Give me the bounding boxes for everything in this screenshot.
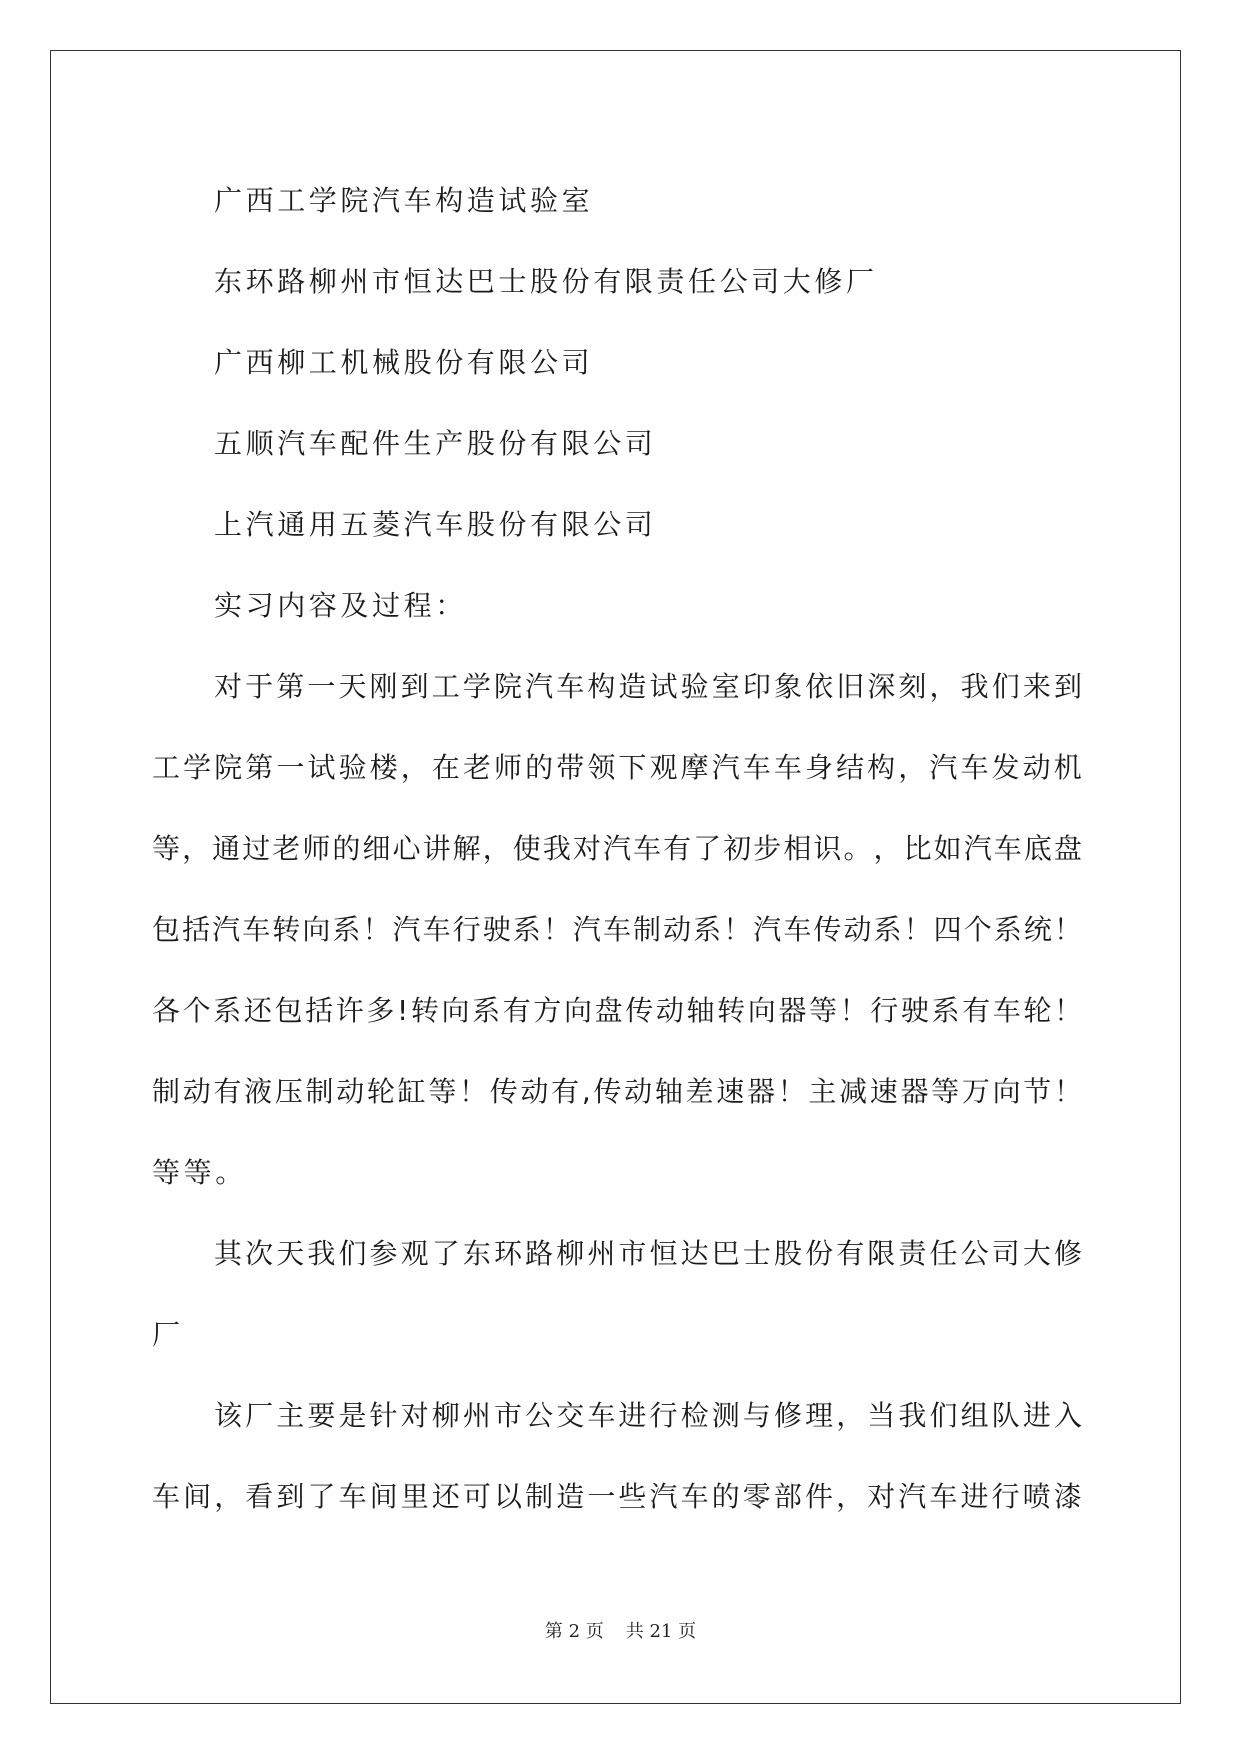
text-line: 该 厂 主 要 是 针 对 柳 州 市 公 交 车 进 行 检 测 与 修 理 ， 当 我 们 组 队 进 入 [214,1399,1082,1432]
text-line: 等等。 [152,1156,247,1189]
document-body [152,160,1082,1537]
text-line: 等 ， 通 过 老 师 的 细 心 讲 解 ， 使 我 对 汽 车 有 了 初 步 相 识 。 ， 比 如 汽 车 底 盘 [152,832,1082,865]
text-line: 制 动 有 液 压 制 动 轮 缸 等 ！ 传 动 有 , 传 动 轴 差 速 器 ！ 主 减 速 器 等 万 向 节 ！ [152,1075,1082,1108]
text-line: 各 个 系 还 包 括 许 多 ! 转 向 系 有 方 向 盘 传 动 轴 转 向 器 等 ！ 行 驶 系 有 车 轮 ！ [152,994,1082,1027]
text-line: 五顺汽车配件生产股份有限公司 [214,427,657,460]
text-line: 对 于 第 一 天 刚 到 工 学 院 汽 车 构 造 试 验 室 印 象 依 旧 深 刻 ， 我 们 来 到 [214,670,1082,703]
text-line: 包 括 汽 车 转 向 系 ！ 汽 车 行 驶 系 ！ 汽 车 制 动 系 ！ 汽 车 传 动 系 ！ 四 个 系 统 ！ [152,913,1082,946]
text-line: 厂 [152,1318,184,1351]
text-line: 车 间 ， 看 到 了 车 间 里 还 可 以 制 造 一 些 汽 车 的 零 部 件 ， 对 汽 车 进 行 喷 漆 [152,1480,1082,1513]
text-line: 广西柳工机械股份有限公司 [214,346,594,379]
total-pages-label: 共 21 页 [625,1621,697,1642]
current-page-label: 第 2 页 [544,1621,604,1642]
text-line: 东环路柳州市恒达巴士股份有限责任公司大修厂 [214,265,878,298]
text-line: 广西工学院汽车构造试验室 [214,184,594,217]
text-line: 其 次 天 我 们 参 观 了 东 环 路 柳 州 市 恒 达 巴 士 股 份 有 限 责 任 公 司 大 修 [214,1237,1082,1270]
page-footer [0,1617,1241,1643]
text-line: 上汽通用五菱汽车股份有限公司 [214,508,657,541]
text-line: 实习内容及过程： [214,589,467,622]
text-line: 工 学 院 第 一 试 验 楼 ， 在 老 师 的 带 领 下 观 摩 汽 车 车 身 结 构 ， 汽 车 发 动 机 [152,751,1082,784]
